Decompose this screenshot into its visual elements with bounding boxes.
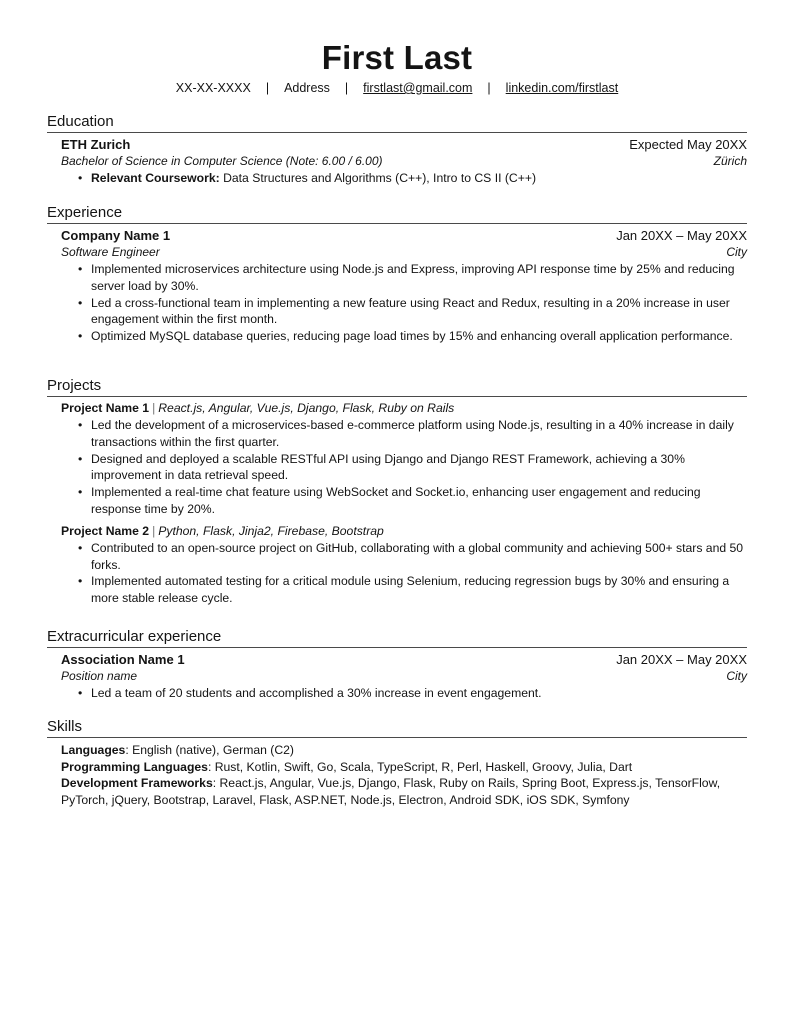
separator: |: [265, 81, 270, 95]
extracurricular-section: [47, 627, 747, 702]
project-bullet: • Designed and deployed a scalable RESTful API using Django and Django REST Framework, achieving a 30% improvement in data retrieval speed.: [91, 451, 747, 485]
education-location: Zürich: [713, 154, 747, 168]
skill-label: Development Frameworks: [61, 776, 213, 790]
organization-name: Association Name 1: [61, 652, 185, 667]
section-title-skills: Skills: [47, 717, 747, 738]
skills-languages: [61, 742, 747, 759]
experience-bullet: • Led a cross-functional team in implementing a new feature using React and Redux, resulting in a 20% increase in user engagement within the first month.: [91, 295, 747, 329]
institution-name: ETH Zurich: [61, 137, 131, 152]
phone-number: XX-XX-XXXX: [175, 81, 251, 95]
address: Address: [284, 81, 330, 95]
project-bullet: • Contributed to an open-source project on GitHub, collaborating with a global community and achieving 500+ stars and 50 forks.: [91, 540, 747, 574]
project-header: [61, 523, 747, 540]
experience-entry: [61, 227, 747, 345]
education-entry: [61, 136, 747, 187]
skills-frameworks: [61, 775, 747, 808]
section-title-experience: Experience: [47, 203, 747, 224]
separator: |: [344, 81, 349, 95]
section-title-projects: Projects: [47, 376, 747, 397]
job-title: Software Engineer: [61, 245, 160, 259]
education-section: [47, 112, 747, 187]
experience-bullet: • Optimized MySQL database queries, reducing page load times by 15% and enhancing overall application performance.: [91, 328, 747, 345]
extracurricular-location: City: [726, 669, 747, 683]
skill-text: : English (native), German (C2): [125, 743, 294, 757]
coursework-label: Relevant Coursework:: [91, 171, 220, 185]
coursework-text: Data Structures and Algorithms (C++), Intro to CS II (C++): [219, 171, 537, 185]
project-entry: [61, 523, 747, 607]
section-title-extracurricular: Extracurricular experience: [47, 627, 747, 648]
experience-date: Jan 20XX – May 20XX: [616, 228, 747, 243]
position-name: Position name: [61, 669, 138, 683]
project-name: Project Name 1: [61, 401, 150, 415]
degree: Bachelor of Science in Computer Science (Note: 6.00 / 6.00): [61, 154, 383, 168]
project-header: [61, 400, 747, 417]
skill-label: Languages: [61, 743, 126, 757]
separator: |: [487, 81, 491, 95]
extracurricular-entry: [61, 651, 747, 702]
coursework-item: [91, 170, 747, 187]
project-bullet: • Led the development of a microservices-based e-commerce platform using Node.js, resulting in a 40% increase in daily transactions within the first quarter.: [91, 417, 747, 451]
section-title-education: Education: [47, 112, 747, 133]
project-bullet: • Implemented automated testing for a critical module using Selenium, reducing regression bugs by 30% and ensuring a more stable release cycle.: [91, 573, 747, 607]
projects-section: [47, 376, 747, 607]
project-entry: [61, 400, 747, 518]
skills-programming: [61, 759, 747, 776]
skill-text: : Rust, Kotlin, Swift, Go, Scala, TypeScript, R, Perl, Haskell, Groovy, Julia, Dart: [207, 759, 633, 774]
experience-bullet: • Implemented microservices architecture using Node.js and Express, improving API response time by 25% and reducing server load by 30%.: [91, 261, 747, 295]
separator: |: [152, 523, 156, 538]
linkedin-link[interactable]: linkedin.com/firstlast: [505, 81, 619, 95]
separator: |: [152, 401, 156, 415]
project-name: Project Name 2: [61, 523, 150, 538]
skill-text: : React.js, Angular, Vue.js, Django, Flask, Ruby on Rails, Spring Boot, Express.js, TensorFlow, PyTorch, jQuery, Bootstrap, Laravel, Flask, ASP.NET, Node.js, Electron, Android SDK, iOS SDK, Symfony: [61, 776, 721, 807]
company-name: Company Name 1: [61, 228, 171, 243]
education-date: Expected May 20XX: [629, 137, 747, 152]
extracurricular-date: Jan 20XX – May 20XX: [616, 652, 747, 667]
extracurricular-bullet: • Led a team of 20 students and accomplished a 30% increase in event engagement.: [91, 685, 747, 702]
experience-section: [47, 203, 747, 345]
email-link[interactable]: firstlast@gmail.com: [363, 81, 473, 95]
project-tech: React.js, Angular, Vue.js, Django, Flask, Ruby on Rails: [158, 401, 455, 415]
experience-location: City: [726, 245, 747, 259]
project-tech: Python, Flask, Jinja2, Firebase, Bootstrap: [158, 523, 384, 538]
skills-section: [47, 717, 747, 808]
candidate-name: First Last: [321, 39, 473, 76]
contact-line: [0, 80, 794, 96]
skills-list: [61, 742, 747, 808]
project-bullet: • Implemented a real-time chat feature using WebSocket and Socket.io, enhancing user engagement and reducing response time by 20%.: [91, 484, 747, 518]
skill-label: Programming Languages: [61, 759, 208, 774]
